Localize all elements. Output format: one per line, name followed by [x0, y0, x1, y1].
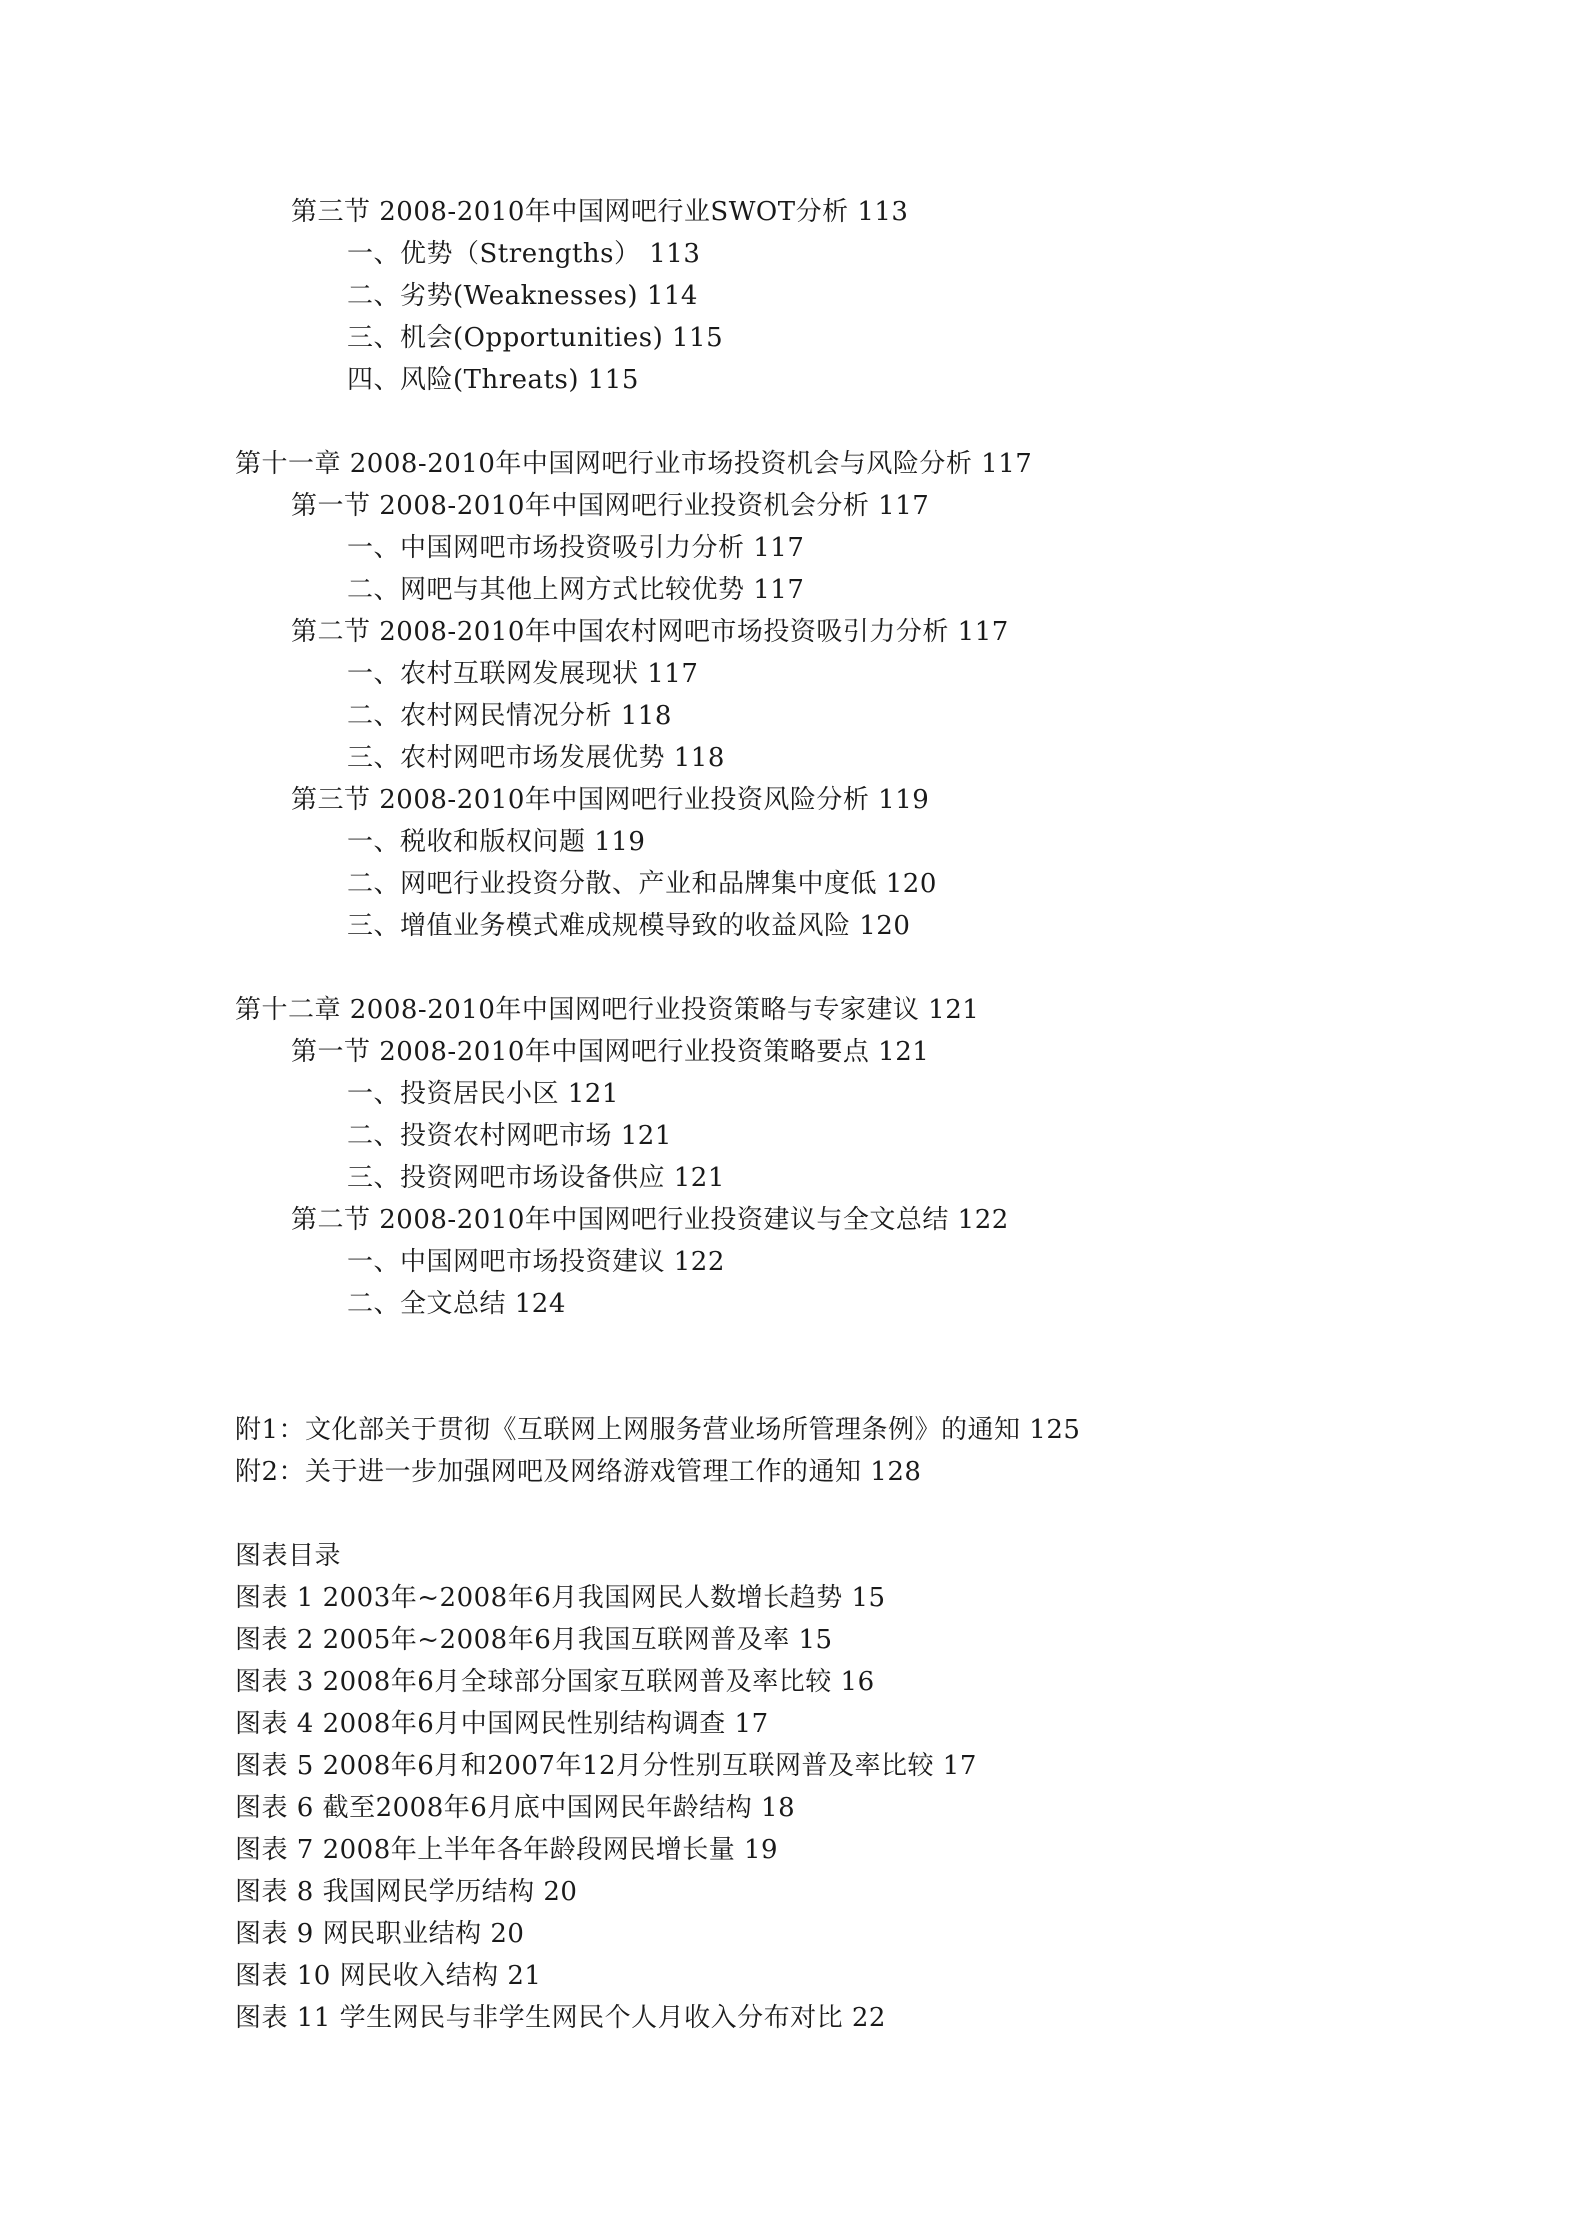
toc-item-weaknesses: 二、劣势(Weaknesses) 114	[347, 281, 698, 311]
figure-list-item: 图表 2 2005年~2008年6月我国互联网普及率 15	[235, 1625, 833, 1655]
toc-item-strengths: 一、优势（Strengths） 113	[347, 239, 701, 269]
figure-list-item: 图表 7 2008年上半年各年龄段网民增长量 19	[235, 1835, 779, 1865]
toc-ch11-s3-item-2: 二、网吧行业投资分散、产业和品牌集中度低 120	[347, 869, 937, 899]
toc-ch11-section-1: 第一节 2008-2010年中国网吧行业投资机会分析 117	[291, 491, 930, 521]
toc-ch11-s1-item-1: 一、中国网吧市场投资吸引力分析 117	[347, 533, 805, 563]
toc-ch12-s1-item-1: 一、投资居民小区 121	[347, 1079, 619, 1109]
toc-ch11-s2-item-2: 二、农村网民情况分析 118	[347, 701, 672, 731]
toc-ch12-s1-item-3: 三、投资网吧市场设备供应 121	[347, 1163, 725, 1193]
appendix-1: 附1：文化部关于贯彻《互联网上网服务营业场所管理条例》的通知 125	[235, 1415, 1081, 1445]
toc-ch11-s2-item-3: 三、农村网吧市场发展优势 118	[347, 743, 725, 773]
figure-list-item: 图表 3 2008年6月全球部分国家互联网普及率比较 16	[235, 1667, 875, 1697]
toc-ch12-s2-item-1: 一、中国网吧市场投资建议 122	[347, 1247, 725, 1277]
toc-item-threats: 四、风险(Threats) 115	[347, 365, 639, 395]
figure-list-item: 图表 9 网民职业结构 20	[235, 1919, 525, 1949]
toc-chapter-11: 第十一章 2008-2010年中国网吧行业市场投资机会与风险分析 117	[235, 449, 1033, 479]
toc-ch12-section-1: 第一节 2008-2010年中国网吧行业投资策略要点 121	[291, 1037, 930, 1067]
toc-ch11-s3-item-1: 一、税收和版权问题 119	[347, 827, 646, 857]
toc-item-opportunities: 三、机会(Opportunities) 115	[347, 323, 724, 353]
toc-chapter-12: 第十二章 2008-2010年中国网吧行业投资策略与专家建议 121	[235, 995, 980, 1025]
toc-ch11-s1-item-2: 二、网吧与其他上网方式比较优势 117	[347, 575, 805, 605]
figure-list-item: 图表 6 截至2008年6月底中国网民年龄结构 18	[235, 1793, 796, 1823]
toc-ch11-s3-item-3: 三、增值业务模式难成规模导致的收益风险 120	[347, 911, 911, 941]
toc-ch11-section-2: 第二节 2008-2010年中国农村网吧市场投资吸引力分析 117	[291, 617, 1009, 647]
toc-ch11-section-3: 第三节 2008-2010年中国网吧行业投资风险分析 119	[291, 785, 930, 815]
toc-section-swot: 第三节 2008-2010年中国网吧行业SWOT分析 113	[291, 197, 909, 227]
toc-ch12-section-2: 第二节 2008-2010年中国网吧行业投资建议与全文总结 122	[291, 1205, 1009, 1235]
toc-ch12-s2-item-2: 二、全文总结 124	[347, 1289, 566, 1319]
figure-list-item: 图表 11 学生网民与非学生网民个人月收入分布对比 22	[235, 2003, 886, 2033]
figure-list-item: 图表 10 网民收入结构 21	[235, 1961, 542, 1991]
figure-list-item: 图表 5 2008年6月和2007年12月分性别互联网普及率比较 17	[235, 1751, 977, 1781]
figure-list-item: 图表 1 2003年~2008年6月我国网民人数增长趋势 15	[235, 1583, 886, 1613]
figure-list-heading: 图表目录	[235, 1541, 342, 1571]
appendix-2: 附2：关于进一步加强网吧及网络游戏管理工作的通知 128	[235, 1457, 922, 1487]
figure-list-item: 图表 8 我国网民学历结构 20	[235, 1877, 578, 1907]
toc-ch11-s2-item-1: 一、农村互联网发展现状 117	[347, 659, 699, 689]
toc-ch12-s1-item-2: 二、投资农村网吧市场 121	[347, 1121, 672, 1151]
figure-list-item: 图表 4 2008年6月中国网民性别结构调查 17	[235, 1709, 769, 1739]
